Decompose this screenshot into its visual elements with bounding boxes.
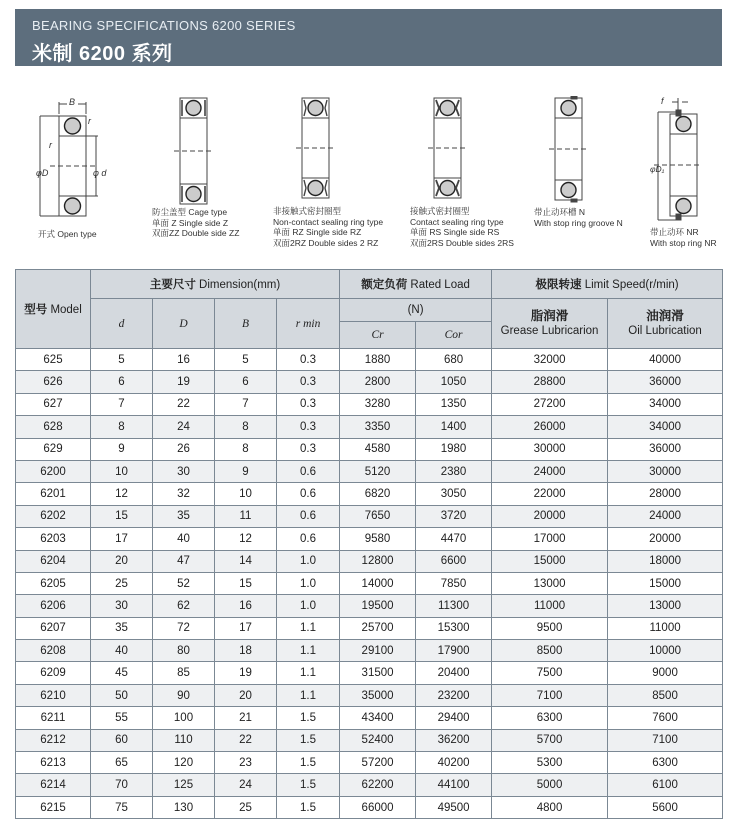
cell-D: 100 xyxy=(153,707,215,729)
cell-grease-speed: 4800 xyxy=(492,796,608,818)
cell-cr: 19500 xyxy=(340,595,416,617)
header-oil: 油润滑 Oil Lubrication xyxy=(608,299,723,349)
cell-B: 7 xyxy=(215,393,277,415)
table-row xyxy=(16,595,723,617)
cell-cr: 43400 xyxy=(340,707,416,729)
cell-cr: 6820 xyxy=(340,483,416,505)
header-rated-load: 额定负荷 Rated Load xyxy=(340,270,492,299)
spec-table xyxy=(15,269,723,819)
table-row xyxy=(16,752,723,774)
header-B: B xyxy=(215,299,277,349)
cell-cr: 5120 xyxy=(340,460,416,482)
caption-open-type: 开式 Open type xyxy=(38,229,97,239)
cell-d: 15 xyxy=(91,505,153,527)
cell-d: 70 xyxy=(91,774,153,796)
cell-B: 23 xyxy=(215,752,277,774)
diagram-n-type xyxy=(549,96,589,204)
cell-d: 7 xyxy=(91,393,153,415)
cell-d: 6 xyxy=(91,371,153,393)
cell-d: 50 xyxy=(91,684,153,706)
cell-cor: 2380 xyxy=(416,460,492,482)
cell-r-min: 1.0 xyxy=(277,572,340,594)
table-row xyxy=(16,438,723,460)
cell-grease-speed: 32000 xyxy=(492,349,608,371)
header-cor: Cor xyxy=(416,322,492,349)
cell-d: 20 xyxy=(91,550,153,572)
cell-model: 6203 xyxy=(16,528,91,550)
cell-model: 6212 xyxy=(16,729,91,751)
cell-d: 8 xyxy=(91,416,153,438)
table-row xyxy=(16,371,723,393)
cell-d: 75 xyxy=(91,796,153,818)
cell-D: 62 xyxy=(153,595,215,617)
label-bore-diameter: φ d xyxy=(93,168,107,178)
table-row xyxy=(16,550,723,572)
cell-grease-speed: 24000 xyxy=(492,460,608,482)
cell-grease-speed: 9500 xyxy=(492,617,608,639)
cell-B: 5 xyxy=(215,349,277,371)
cell-model: 629 xyxy=(16,438,91,460)
cell-D: 24 xyxy=(153,416,215,438)
diagram-open-type xyxy=(30,96,110,226)
header-model: 型号 Model xyxy=(16,270,91,349)
cell-cor: 44100 xyxy=(416,774,492,796)
cell-oil-speed: 18000 xyxy=(608,550,723,572)
caption-rz-type: 非接触式密封圈型 Non-contact sealing ring type 单面 RZ Single side RZ 双面2RZ Double sides 2 RZ xyxy=(273,206,384,248)
table-row xyxy=(16,349,723,371)
cell-oil-speed: 6100 xyxy=(608,774,723,796)
cell-grease-speed: 11000 xyxy=(492,595,608,617)
cell-cor: 29400 xyxy=(416,707,492,729)
caption-rs-type: 接触式密封圈型 Contact sealing ring type 单面 RS Single side RS 双面2RS Double sides 2RS xyxy=(410,206,514,248)
cell-model: 6211 xyxy=(16,707,91,729)
cell-B: 6 xyxy=(215,371,277,393)
cell-D: 35 xyxy=(153,505,215,527)
cell-cr: 29100 xyxy=(340,640,416,662)
table-row xyxy=(16,505,723,527)
cell-D: 52 xyxy=(153,572,215,594)
cell-d: 12 xyxy=(91,483,153,505)
table-row xyxy=(16,572,723,594)
header-dimension: 主要尺寸 Dimension(mm) xyxy=(91,270,340,299)
label-b: B xyxy=(69,97,76,107)
cell-oil-speed: 7100 xyxy=(608,729,723,751)
cell-oil-speed: 11000 xyxy=(608,617,723,639)
cell-grease-speed: 28800 xyxy=(492,371,608,393)
cell-D: 32 xyxy=(153,483,215,505)
cell-model: 628 xyxy=(16,416,91,438)
table-row xyxy=(16,729,723,751)
title-chinese: 米制 6200 系列 xyxy=(32,43,173,65)
cell-d: 9 xyxy=(91,438,153,460)
cell-cor: 4470 xyxy=(416,528,492,550)
cell-r-min: 1.5 xyxy=(277,729,340,751)
cell-B: 10 xyxy=(215,483,277,505)
table-row xyxy=(16,662,723,684)
cell-cor: 3720 xyxy=(416,505,492,527)
cell-grease-speed: 13000 xyxy=(492,572,608,594)
cell-cr: 31500 xyxy=(340,662,416,684)
cell-cor: 11300 xyxy=(416,595,492,617)
cell-cor: 17900 xyxy=(416,640,492,662)
cell-model: 625 xyxy=(16,349,91,371)
cell-B: 11 xyxy=(215,505,277,527)
header-r-min: r min xyxy=(277,299,340,349)
table-row xyxy=(16,707,723,729)
cell-r-min: 1.5 xyxy=(277,774,340,796)
cell-r-min: 1.5 xyxy=(277,752,340,774)
header-D: D xyxy=(153,299,215,349)
cell-B: 22 xyxy=(215,729,277,751)
cell-cr: 4580 xyxy=(340,438,416,460)
cell-d: 17 xyxy=(91,528,153,550)
cell-cor: 6600 xyxy=(416,550,492,572)
header-grease: 脂润滑 Grease Lubricarion xyxy=(492,299,608,349)
cell-model: 6206 xyxy=(16,595,91,617)
header-limit-speed: 极限转速 Limit Speed(r/min) xyxy=(492,270,723,299)
cell-cor: 20400 xyxy=(416,662,492,684)
cell-r-min: 1.1 xyxy=(277,617,340,639)
cell-d: 60 xyxy=(91,729,153,751)
bearing-z-drawing xyxy=(174,96,214,208)
cell-B: 12 xyxy=(215,528,277,550)
cell-B: 15 xyxy=(215,572,277,594)
bearing-rz-drawing xyxy=(296,96,336,202)
cell-r-min: 0.6 xyxy=(277,505,340,527)
header-load-unit: (N) xyxy=(340,299,492,322)
table-row xyxy=(16,796,723,818)
table-row xyxy=(16,460,723,482)
cell-D: 130 xyxy=(153,796,215,818)
cell-r-min: 0.3 xyxy=(277,416,340,438)
cell-cor: 1980 xyxy=(416,438,492,460)
cell-grease-speed: 22000 xyxy=(492,483,608,505)
cell-model: 6201 xyxy=(16,483,91,505)
cell-oil-speed: 5600 xyxy=(608,796,723,818)
cell-oil-speed: 30000 xyxy=(608,460,723,482)
cell-D: 26 xyxy=(153,438,215,460)
cell-D: 40 xyxy=(153,528,215,550)
cell-cr: 57200 xyxy=(340,752,416,774)
cell-r-min: 0.3 xyxy=(277,438,340,460)
cell-model: 6210 xyxy=(16,684,91,706)
cell-grease-speed: 15000 xyxy=(492,550,608,572)
cell-cor: 1350 xyxy=(416,393,492,415)
cell-d: 45 xyxy=(91,662,153,684)
cell-model: 6205 xyxy=(16,572,91,594)
cell-r-min: 1.0 xyxy=(277,595,340,617)
cell-model: 626 xyxy=(16,371,91,393)
cell-model: 6209 xyxy=(16,662,91,684)
table-row xyxy=(16,483,723,505)
cell-r-min: 1.1 xyxy=(277,684,340,706)
cell-r-min: 0.3 xyxy=(277,393,340,415)
cell-B: 18 xyxy=(215,640,277,662)
cell-r-min: 0.6 xyxy=(277,528,340,550)
cell-B: 9 xyxy=(215,460,277,482)
cell-oil-speed: 28000 xyxy=(608,483,723,505)
cell-model: 6215 xyxy=(16,796,91,818)
cell-d: 5 xyxy=(91,349,153,371)
cell-oil-speed: 34000 xyxy=(608,393,723,415)
spec-table-body xyxy=(16,349,723,819)
table-row xyxy=(16,774,723,796)
cell-cr: 9580 xyxy=(340,528,416,550)
cell-B: 8 xyxy=(215,438,277,460)
table-row xyxy=(16,416,723,438)
cell-oil-speed: 20000 xyxy=(608,528,723,550)
cell-r-min: 1.1 xyxy=(277,662,340,684)
cell-d: 40 xyxy=(91,640,153,662)
table-row xyxy=(16,684,723,706)
cell-cor: 36200 xyxy=(416,729,492,751)
cell-cr: 7650 xyxy=(340,505,416,527)
cell-B: 19 xyxy=(215,662,277,684)
cell-D: 80 xyxy=(153,640,215,662)
cell-r-min: 1.1 xyxy=(277,640,340,662)
cell-oil-speed: 7600 xyxy=(608,707,723,729)
cell-oil-speed: 34000 xyxy=(608,416,723,438)
diagram-z-type xyxy=(174,96,214,208)
cell-d: 35 xyxy=(91,617,153,639)
cell-oil-speed: 10000 xyxy=(608,640,723,662)
caption-nr-type: 带止动环 NR With stop ring NR xyxy=(650,227,717,248)
cell-cr: 52400 xyxy=(340,729,416,751)
table-row xyxy=(16,528,723,550)
cell-model: 6202 xyxy=(16,505,91,527)
cell-model: 6213 xyxy=(16,752,91,774)
cell-r-min: 0.6 xyxy=(277,483,340,505)
cell-r-min: 1.5 xyxy=(277,707,340,729)
cell-model: 627 xyxy=(16,393,91,415)
bearing-open-drawing xyxy=(30,96,110,226)
cell-D: 120 xyxy=(153,752,215,774)
cell-cor: 1050 xyxy=(416,371,492,393)
cell-grease-speed: 5700 xyxy=(492,729,608,751)
header-banner xyxy=(15,9,722,66)
cell-B: 21 xyxy=(215,707,277,729)
cell-D: 16 xyxy=(153,349,215,371)
cell-d: 55 xyxy=(91,707,153,729)
cell-grease-speed: 7500 xyxy=(492,662,608,684)
cell-cor: 3050 xyxy=(416,483,492,505)
cell-cr: 3350 xyxy=(340,416,416,438)
header-d: d xyxy=(91,299,153,349)
cell-model: 6208 xyxy=(16,640,91,662)
cell-oil-speed: 40000 xyxy=(608,349,723,371)
cell-cor: 1400 xyxy=(416,416,492,438)
caption-z-type: 防尘盖型 Cage type 单面 Z Single side Z 双面ZZ Double side ZZ xyxy=(152,207,240,238)
cell-cor: 15300 xyxy=(416,617,492,639)
cell-r-min: 1.5 xyxy=(277,796,340,818)
cell-B: 16 xyxy=(215,595,277,617)
cell-grease-speed: 6300 xyxy=(492,707,608,729)
cell-B: 24 xyxy=(215,774,277,796)
diagram-rz-type xyxy=(296,96,336,202)
cell-D: 125 xyxy=(153,774,215,796)
cell-grease-speed: 17000 xyxy=(492,528,608,550)
cell-B: 17 xyxy=(215,617,277,639)
cell-oil-speed: 36000 xyxy=(608,438,723,460)
diagram-rs-type xyxy=(428,96,468,202)
cell-model: 6207 xyxy=(16,617,91,639)
cell-grease-speed: 27200 xyxy=(492,393,608,415)
cell-r-min: 1.0 xyxy=(277,550,340,572)
cell-oil-speed: 6300 xyxy=(608,752,723,774)
cell-D: 30 xyxy=(153,460,215,482)
cell-oil-speed: 9000 xyxy=(608,662,723,684)
cell-oil-speed: 24000 xyxy=(608,505,723,527)
cell-D: 85 xyxy=(153,662,215,684)
cell-grease-speed: 5000 xyxy=(492,774,608,796)
title-english: BEARING SPECIFICATIONS 6200 SERIES xyxy=(32,18,296,33)
bearing-nr-drawing xyxy=(650,96,700,224)
cell-B: 25 xyxy=(215,796,277,818)
cell-cor: 40200 xyxy=(416,752,492,774)
cell-model: 6204 xyxy=(16,550,91,572)
cell-oil-speed: 8500 xyxy=(608,684,723,706)
label-f: f xyxy=(661,96,664,106)
cell-cr: 62200 xyxy=(340,774,416,796)
cell-oil-speed: 13000 xyxy=(608,595,723,617)
header-cr: Cr xyxy=(340,322,416,349)
cell-cor: 49500 xyxy=(416,796,492,818)
cell-oil-speed: 36000 xyxy=(608,371,723,393)
table-row xyxy=(16,393,723,415)
cell-cor: 23200 xyxy=(416,684,492,706)
label-d1: φD₁ xyxy=(650,164,665,174)
cell-d: 10 xyxy=(91,460,153,482)
bearing-n-drawing xyxy=(549,96,589,204)
cell-cr: 66000 xyxy=(340,796,416,818)
bearing-rs-drawing xyxy=(428,96,468,202)
cell-cr: 25700 xyxy=(340,617,416,639)
cell-D: 19 xyxy=(153,371,215,393)
cell-cr: 14000 xyxy=(340,572,416,594)
caption-n-type: 带止动环槽 N With stop ring groove N xyxy=(534,207,623,228)
cell-cr: 12800 xyxy=(340,550,416,572)
cell-D: 110 xyxy=(153,729,215,751)
cell-d: 25 xyxy=(91,572,153,594)
cell-grease-speed: 30000 xyxy=(492,438,608,460)
cell-cr: 3280 xyxy=(340,393,416,415)
cell-model: 6214 xyxy=(16,774,91,796)
cell-B: 20 xyxy=(215,684,277,706)
cell-d: 30 xyxy=(91,595,153,617)
label-r-left: r xyxy=(49,140,52,150)
cell-D: 90 xyxy=(153,684,215,706)
cell-grease-speed: 8500 xyxy=(492,640,608,662)
cell-cor: 680 xyxy=(416,349,492,371)
cell-B: 8 xyxy=(215,416,277,438)
table-row xyxy=(16,640,723,662)
cell-r-min: 0.3 xyxy=(277,371,340,393)
table-row xyxy=(16,617,723,639)
cell-oil-speed: 15000 xyxy=(608,572,723,594)
cell-grease-speed: 7100 xyxy=(492,684,608,706)
cell-D: 47 xyxy=(153,550,215,572)
diagram-nr-type xyxy=(650,96,700,224)
cell-D: 72 xyxy=(153,617,215,639)
cell-d: 65 xyxy=(91,752,153,774)
cell-grease-speed: 20000 xyxy=(492,505,608,527)
cell-cr: 1880 xyxy=(340,349,416,371)
cell-cor: 7850 xyxy=(416,572,492,594)
cell-grease-speed: 26000 xyxy=(492,416,608,438)
label-outer-diameter: φD xyxy=(36,168,49,178)
cell-model: 6200 xyxy=(16,460,91,482)
cell-D: 22 xyxy=(153,393,215,415)
cell-B: 14 xyxy=(215,550,277,572)
cell-r-min: 0.6 xyxy=(277,460,340,482)
label-r-top: r xyxy=(88,116,91,126)
cell-cr: 35000 xyxy=(340,684,416,706)
cell-r-min: 0.3 xyxy=(277,349,340,371)
cell-cr: 2800 xyxy=(340,371,416,393)
cell-grease-speed: 5300 xyxy=(492,752,608,774)
